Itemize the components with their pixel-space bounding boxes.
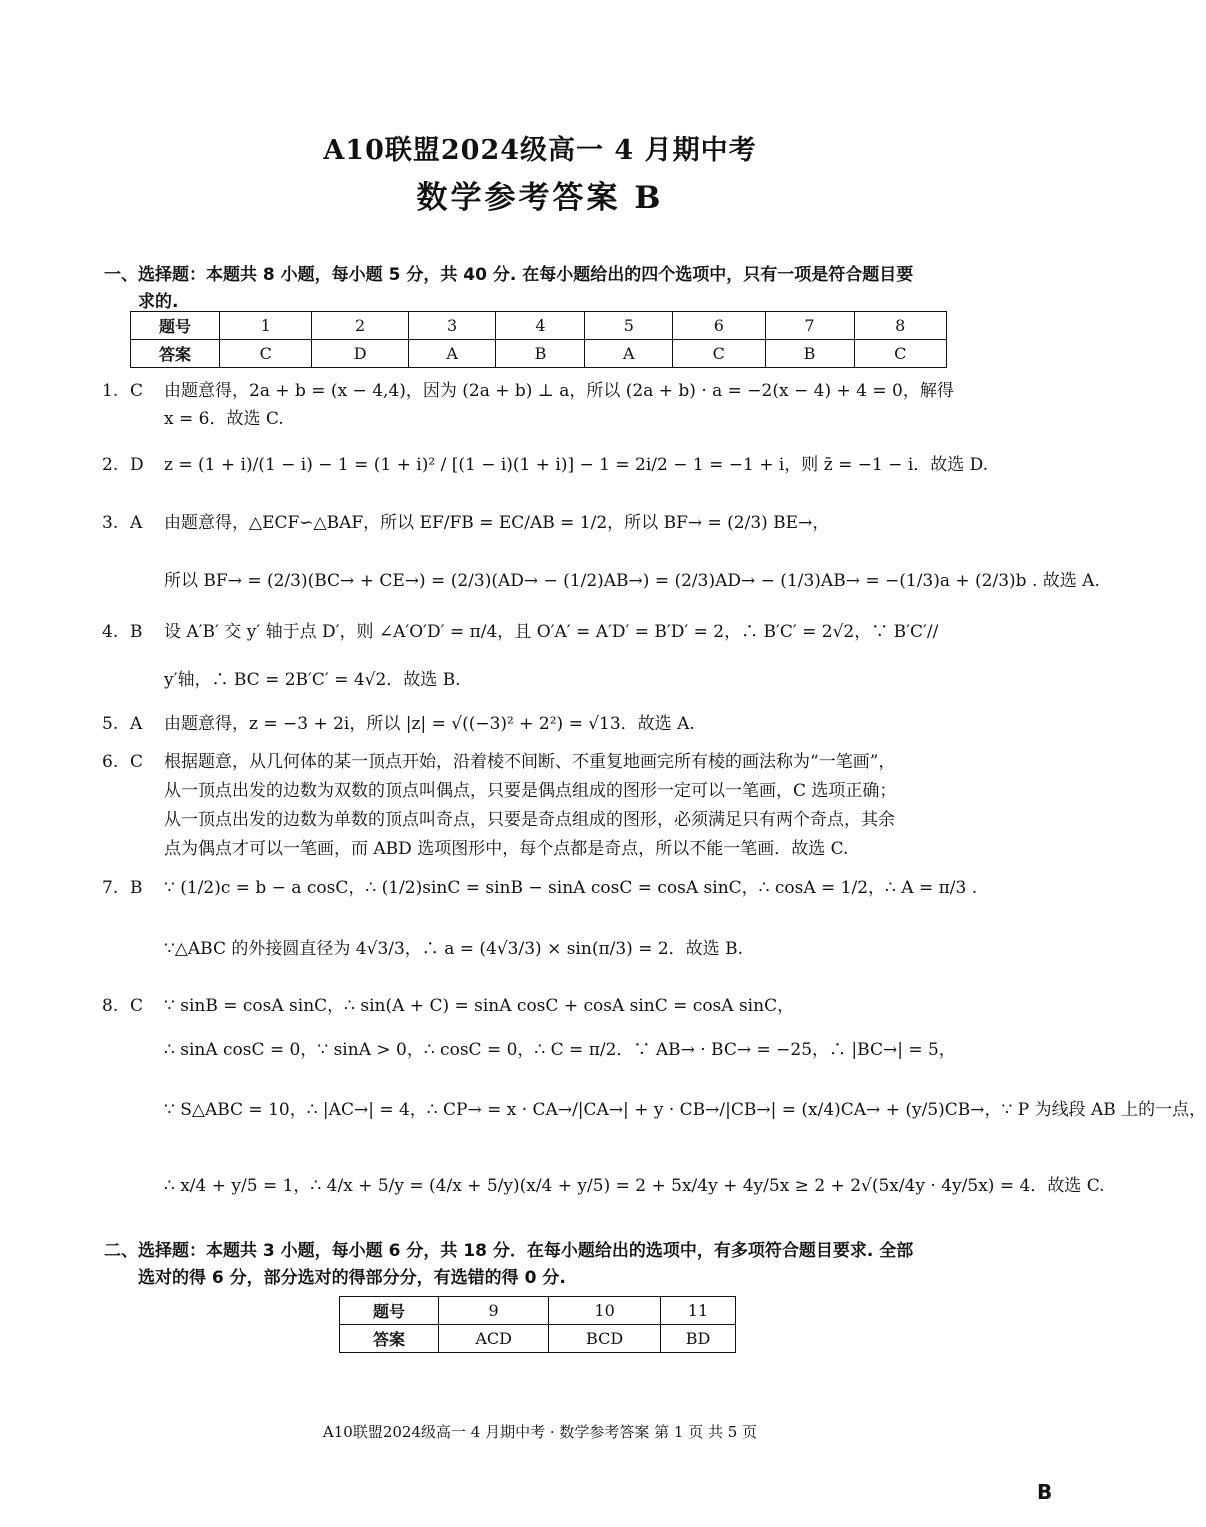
solution-line: 点为偶点才可以一笔画，而 ABD 选项图形中，每个点都是奇点，所以不能一笔画．故选 C. xyxy=(164,839,849,859)
table-cell: 10 xyxy=(549,1297,661,1325)
table-cell: BCD xyxy=(549,1325,661,1353)
solution-line: y′轴，∴ BC = 2B′C′ = 4√2．故选 B. xyxy=(164,670,461,690)
section2-heading-line1: 二、选择题：本题共 3 小题，每小题 6 分，共 18 分．在每小题给出的选项中，有多项符合题目要求. 全部 xyxy=(104,1241,914,1261)
table-cell: B xyxy=(765,340,854,368)
table-cell: 5 xyxy=(585,312,673,340)
table-cell: 4 xyxy=(496,312,585,340)
section1-heading-line2: 求的. xyxy=(138,292,179,312)
question-number: 4. xyxy=(102,622,119,642)
question-answer: B xyxy=(130,878,143,898)
table-cell: B xyxy=(496,340,585,368)
solution-line: 根据题意，从几何体的某一顶点开始，沿着棱不间断、不重复地画完所有棱的画法称为“一笔画”， xyxy=(164,752,896,772)
question-number: 2. xyxy=(102,455,119,475)
question-number: 1. xyxy=(102,381,119,401)
table-cell: D xyxy=(312,340,408,368)
solution-line: ∴ x/4 + y/5 = 1，∴ 4/x + 5/y = (4/x + 5/y)(x/4 + y/5) = 2 + 5x/4y + 4y/5x ≥ 2 + 2√(5x/4y · 4y/5x) = 4．故选 C. xyxy=(164,1176,1105,1196)
table-cell: 8 xyxy=(854,312,946,340)
table-cell: C xyxy=(673,340,765,368)
solution-line: x = 6．故选 C. xyxy=(164,409,284,429)
corner-mark: B xyxy=(1037,1480,1053,1504)
table-cell: 11 xyxy=(660,1297,735,1325)
table-header-cell: 题号 xyxy=(340,1297,439,1325)
question-answer: D xyxy=(130,455,144,475)
table-header-cell: 题号 xyxy=(131,312,220,340)
solution-line: ∵△ABC 的外接圆直径为 4√3/3，∴ a = (4√3/3) × sin(π/3) = 2．故选 B. xyxy=(164,939,743,959)
solution-line: z = (1 + i)/(1 − i) − 1 = (1 + i)² / [(1 − i)(1 + i)] − 1 = 2i/2 − 1 = −1 + i，则 z̄ = −1 − i．故选 D. xyxy=(164,455,989,475)
solution-line: 设 A′B′ 交 y′ 轴于点 D′，则 ∠A′O′D′ = π/4，且 O′A′ = A′D′ = B′D′ = 2，∴ B′C′ = 2√2，∵ B′C′// xyxy=(164,622,939,642)
table-cell: 3 xyxy=(408,312,496,340)
solution-line: 由题意得，2a + b = (x − 4,4)，因为 (2a + b) ⊥ a，所以 (2a + b) · a = −2(x − 4) + 4 = 0，解得 xyxy=(164,381,954,401)
table-cell: BD xyxy=(660,1325,735,1353)
question-answer: B xyxy=(130,622,143,642)
section2-heading xyxy=(104,1238,984,1292)
question-answer: A xyxy=(130,714,143,734)
table-cell: A xyxy=(408,340,496,368)
solution-line: 从一顶点出发的边数为双数的顶点叫偶点，只要是偶点组成的图形一定可以一笔画，C 选项正确； xyxy=(164,781,897,801)
solution-line: 所以 BF→ = (2/3)(BC→ + CE→) = (2/3)(AD→ − (1/2)AB→) = (2/3)AD→ − (1/3)AB→ = −(1/3)a + (2/3)b . 故选 A. xyxy=(164,571,1100,591)
solution-line: ∴ sinA cosC = 0，∵ sinA > 0，∴ cosC = 0，∴ C = π/2．∵ AB→ · BC→ = −25，∴ |BC→| = 5， xyxy=(164,1040,956,1060)
table-cell: C xyxy=(220,340,312,368)
question-number: 3. xyxy=(102,513,119,533)
table-header-cell: 答案 xyxy=(131,340,220,368)
solution-line: 由题意得，△ECF∽△BAF，所以 EF/FB = EC/AB = 1/2，所以 BF→ = (2/3) BE→， xyxy=(164,513,830,533)
section1-heading-line1: 一、选择题：本题共 8 小题，每小题 5 分，共 40 分. 在每小题给出的四个选项中，只有一项是符合题目要 xyxy=(104,265,914,285)
table-row xyxy=(131,340,947,368)
solution-line: ∵ (1/2)c = b − a cosC，∴ (1/2)sinC = sinB − sinA cosC = cosA sinC，∴ cosA = 1/2，∴ A = π/3 . xyxy=(164,878,978,898)
solution-line: 由题意得，z = −3 + 2i，所以 |z| = √((−3)² + 2²) = √13．故选 A. xyxy=(164,714,695,734)
table-cell: 9 xyxy=(439,1297,549,1325)
table-cell: 1 xyxy=(220,312,312,340)
document-title: A10联盟2024级高一 4 月期中考 xyxy=(323,135,757,166)
question-number: 6. xyxy=(102,752,119,772)
question-answer: C xyxy=(130,381,144,401)
table-cell: 6 xyxy=(673,312,765,340)
page-footer: A10联盟2024级高一 4 月期中考 · 数学参考答案 第 1 页 共 5 页 xyxy=(322,1423,758,1441)
section2-answer-table xyxy=(339,1296,736,1353)
table-row xyxy=(131,312,947,340)
table-row xyxy=(340,1297,736,1325)
table-cell: C xyxy=(854,340,946,368)
solution-line: ∵ S△ABC = 10，∴ |AC→| = 4，∴ CP→ = x · CA→/|CA→| + y · CB→/|CB→| = (x/4)CA→ + (y/5)CB→，∵ P 为线段 AB 上的一点， xyxy=(164,1100,1206,1120)
table-cell: A xyxy=(585,340,673,368)
section2-heading-line2: 选对的得 6 分，部分选对的得部分分，有选错的得 0 分. xyxy=(138,1268,566,1288)
table-cell: 7 xyxy=(765,312,854,340)
question-number: 8. xyxy=(102,996,119,1016)
section1-answer-table xyxy=(130,311,947,368)
question-number: 5. xyxy=(102,714,119,734)
question-answer: C xyxy=(130,752,144,772)
solution-line: ∵ sinB = cosA sinC，∴ sin(A + C) = sinA cosC + cosA sinC = cosA sinC， xyxy=(164,996,795,1016)
table-row xyxy=(340,1325,736,1353)
document-subtitle: 数学参考答案 B xyxy=(416,180,664,216)
question-answer: A xyxy=(130,513,143,533)
section1-heading xyxy=(104,262,984,316)
question-number: 7. xyxy=(102,878,119,898)
table-cell: 2 xyxy=(312,312,408,340)
solution-line: 从一顶点出发的边数为单数的顶点叫奇点，只要是奇点组成的图形，必须满足只有两个奇点，其余 xyxy=(164,810,895,830)
table-cell: ACD xyxy=(439,1325,549,1353)
question-answer: C xyxy=(130,996,144,1016)
table-header-cell: 答案 xyxy=(340,1325,439,1353)
